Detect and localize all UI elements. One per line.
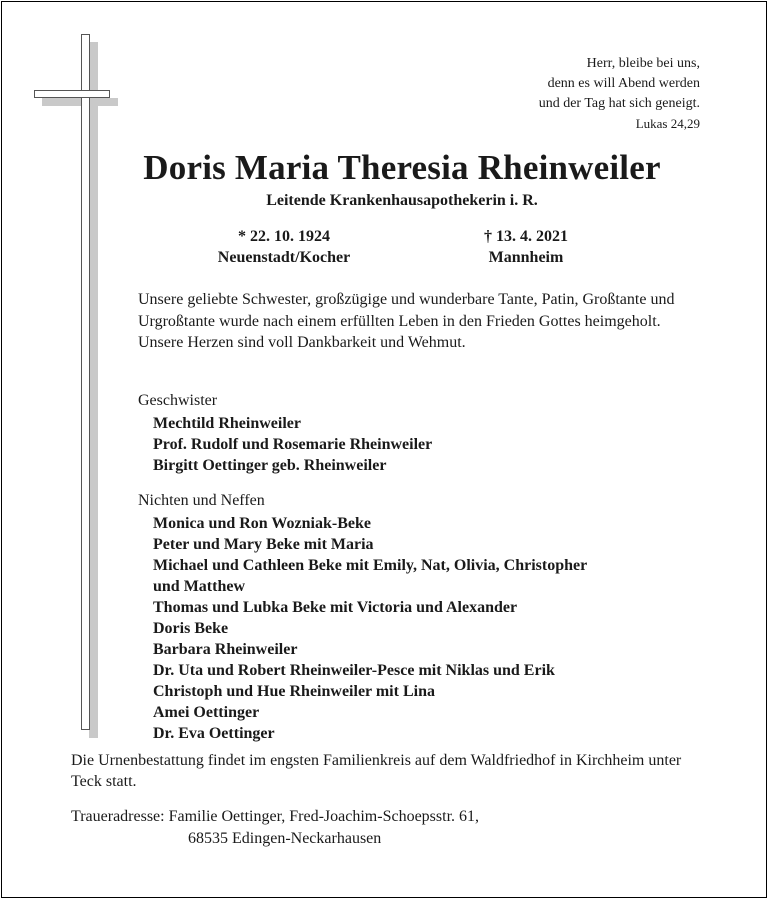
- list-item: Prof. Rudolf und Rosemarie Rheinweiler: [153, 436, 433, 453]
- list-item: Doris Beke: [153, 620, 229, 637]
- list-item: Thomas und Lubka Beke mit Victoria und Alexander: [153, 599, 518, 616]
- verse-line: und der Tag hat sich geneigt.: [538, 96, 700, 111]
- birth-date: * 22. 10. 1924: [238, 228, 330, 245]
- cross-icon: [2, 2, 122, 742]
- verse-reference: Lukas 24,29: [635, 116, 700, 131]
- list-item: und Matthew: [153, 578, 246, 595]
- siblings-list: [153, 413, 432, 476]
- list-item: Michael und Cathleen Beke mit Emily, Nat, Olivia, Christopher: [153, 557, 588, 574]
- mourning-address: [71, 806, 479, 850]
- verse-line: denn es will Abend werden: [547, 76, 700, 91]
- list-item: Dr. Eva Oettinger: [153, 725, 275, 742]
- siblings-label: Geschwister: [138, 392, 218, 409]
- nieces-nephews-list: [153, 513, 587, 744]
- death-info: [444, 226, 608, 268]
- bible-verse: [539, 54, 700, 114]
- deceased-name: Doris Maria Theresia Rheinweiler: [143, 148, 661, 187]
- list-item: Monica und Ron Wozniak-Beke: [153, 515, 371, 532]
- list-item: Amei Oettinger: [153, 704, 260, 721]
- list-item: Birgitt Oettinger geb. Rheinweiler: [153, 457, 387, 474]
- birth-place: Neuenstadt/Kocher: [217, 249, 351, 266]
- burial-notice: Die Urnenbestattung findet im engsten Familienkreis auf dem Waldfriedhof in Kirchheim unter Teck statt.: [71, 752, 682, 790]
- list-item: Dr. Uta und Robert Rheinweiler-Pesce mit Niklas und Erik: [153, 662, 555, 679]
- message-paragraph: Unsere geliebte Schwester, großzügige und wunderbare Tante, Patin, Großtante und Urgroßtante wurde nach einem erfüllten Leben in den Frieden Gottes heimgeholt. Unsere Herzen sind voll Dankbarkeit und Wehmut.: [138, 291, 675, 351]
- verse-line: Herr, bleibe bei uns,: [586, 56, 700, 71]
- list-item: Mechtild Rheinweiler: [153, 415, 301, 432]
- deceased-title: Leitende Krankenhausapothekerin i. R.: [266, 192, 538, 209]
- list-item: Barbara Rheinweiler: [153, 641, 298, 658]
- list-item: Christoph und Hue Rheinweiler mit Lina: [153, 683, 435, 700]
- address-line: 68535 Edingen-Neckarhausen: [188, 830, 382, 847]
- obituary-notice: [1, 1, 767, 898]
- list-item: Peter und Mary Beke mit Maria: [153, 536, 374, 553]
- nieces-nephews-label: Nichten und Neffen: [138, 492, 265, 509]
- death-date: † 13. 4. 2021: [484, 228, 568, 245]
- death-place: Mannheim: [488, 249, 564, 266]
- address-line: Traueradresse: Familie Oettinger, Fred-Joachim-Schoepsstr. 61,: [71, 808, 480, 825]
- birth-info: [202, 226, 366, 268]
